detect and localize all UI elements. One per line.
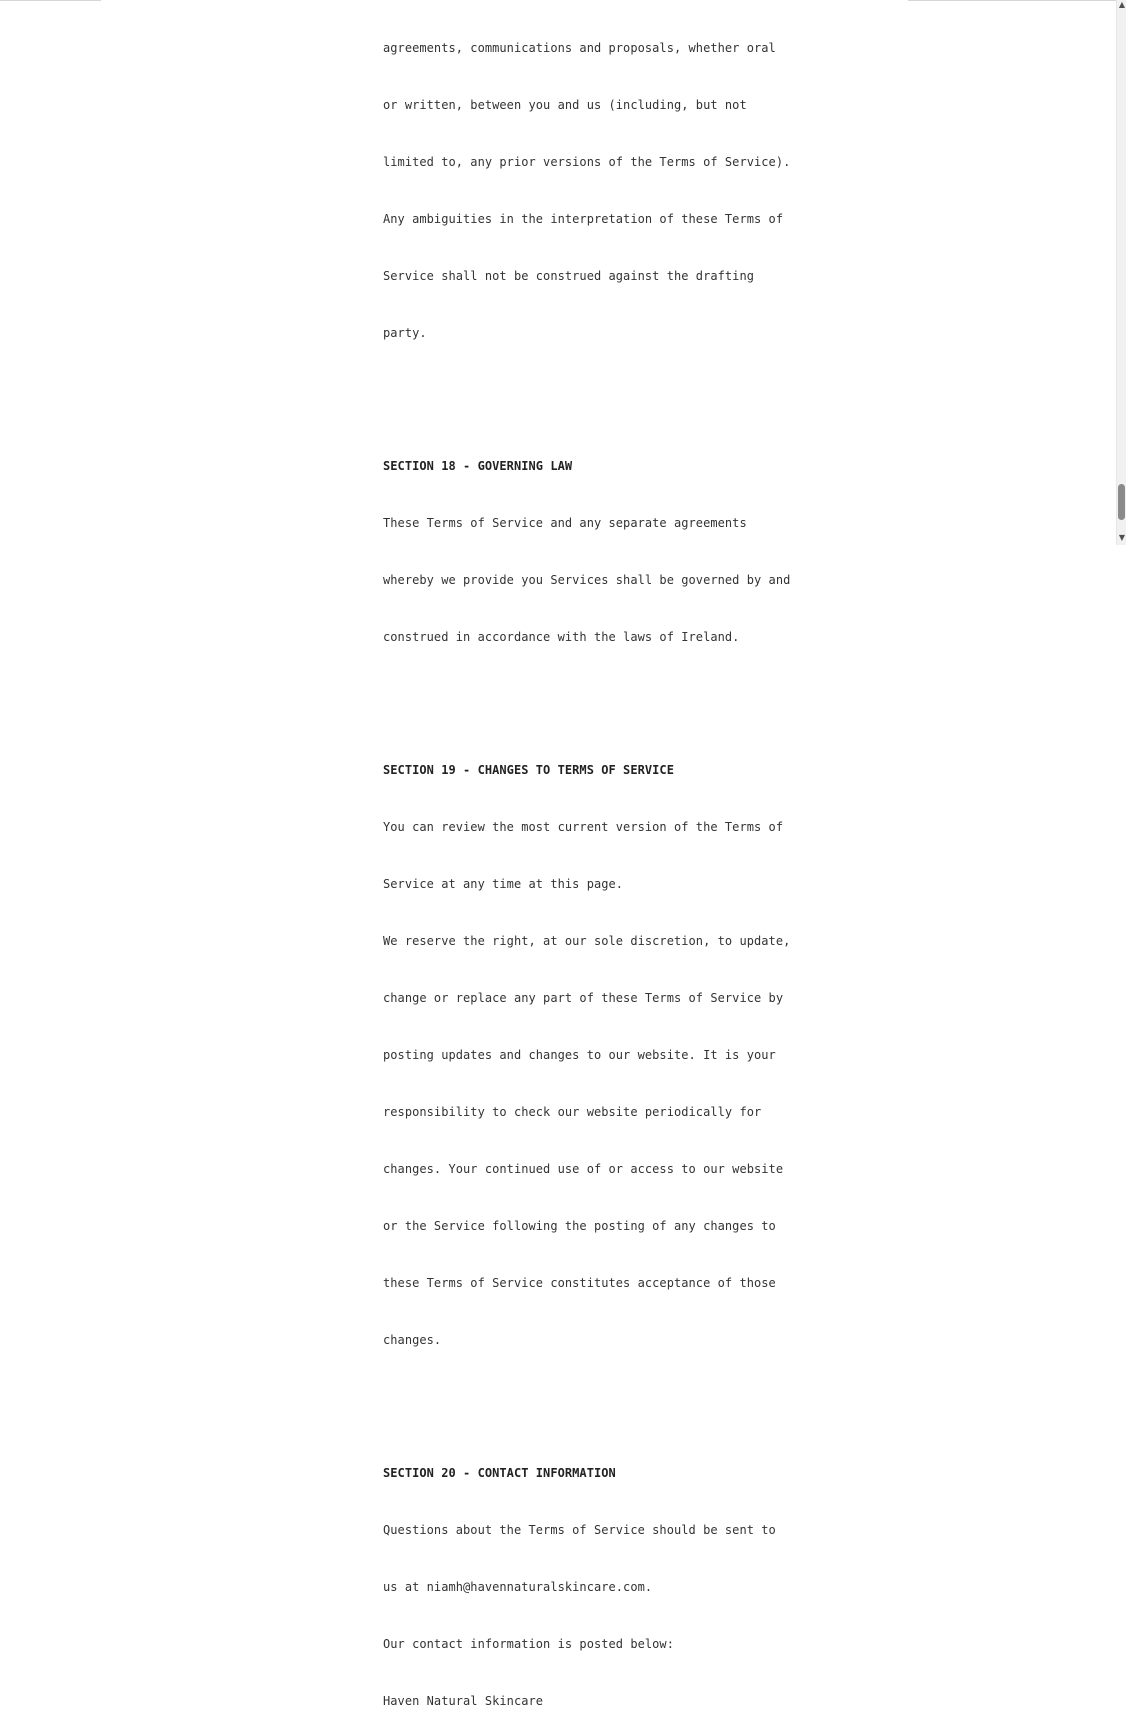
paragraph-line: changes. Your continued use of or access to our website [383, 1162, 784, 1176]
paragraph-line: These Terms of Service and any separate agreements [383, 516, 747, 530]
paragraph-line: posting updates and changes to our website. It is your [383, 1048, 776, 1062]
paragraph-line: Any ambiguities in the interpretation of these Terms of [383, 212, 784, 226]
scroll-down-arrow-icon[interactable]: ▼ [1118, 533, 1126, 542]
paragraph-line: Our contact information is posted below: [383, 1637, 674, 1651]
paragraph-line: limited to, any prior versions of the Terms of Service). [383, 155, 791, 169]
paragraph-line: Service shall not be construed against the drafting [383, 269, 755, 283]
paragraph-line: Questions about the Terms of Service should be sent to [383, 1523, 776, 1537]
top-divider-left [0, 0, 101, 1]
paragraph-line: or written, between you and us (including, but not [383, 98, 747, 112]
section-spacer [383, 685, 743, 704]
section-spacer [383, 381, 743, 400]
paragraph-line: agreements, communications and proposals, whether oral [383, 41, 776, 55]
paragraph-line: these Terms of Service constitutes acceptance of those [383, 1276, 776, 1290]
contact-email-line: us at niamh@havennaturalskincare.com. [383, 1580, 653, 1594]
vertical-scrollbar[interactable] [1116, 0, 1126, 545]
section-20-heading: SECTION 20 - CONTACT INFORMATION [383, 1466, 616, 1480]
paragraph-line: Service at any time at this page. [383, 877, 624, 891]
section-spacer [383, 1388, 743, 1407]
section-19-heading: SECTION 19 - CHANGES TO TERMS OF SERVICE [383, 763, 674, 777]
paragraph-line: change or replace any part of these Terms of Service by [383, 991, 784, 1005]
scroll-up-arrow-icon[interactable]: ▲ [1118, 0, 1126, 9]
paragraph-line: changes. [383, 1333, 442, 1347]
paragraph-line: We reserve the right, at our sole discretion, to update, [383, 934, 791, 948]
paragraph-line: You can review the most current version of the Terms of [383, 820, 784, 834]
paragraph-line: party. [383, 326, 427, 340]
paragraph-line: whereby we provide you Services shall be governed by and [383, 573, 791, 587]
section-18-heading: SECTION 18 - GOVERNING LAW [383, 459, 573, 473]
paragraph-line: construed in accordance with the laws of Ireland. [383, 630, 740, 644]
paragraph-line: responsibility to check our website periodically for [383, 1105, 762, 1119]
scrollbar-thumb[interactable] [1118, 484, 1125, 520]
terms-document [383, 0, 791, 1730]
company-name-line: Haven Natural Skincare [383, 1694, 544, 1708]
top-divider-right [908, 0, 1116, 1]
paragraph-line: or the Service following the posting of any changes to [383, 1219, 776, 1233]
